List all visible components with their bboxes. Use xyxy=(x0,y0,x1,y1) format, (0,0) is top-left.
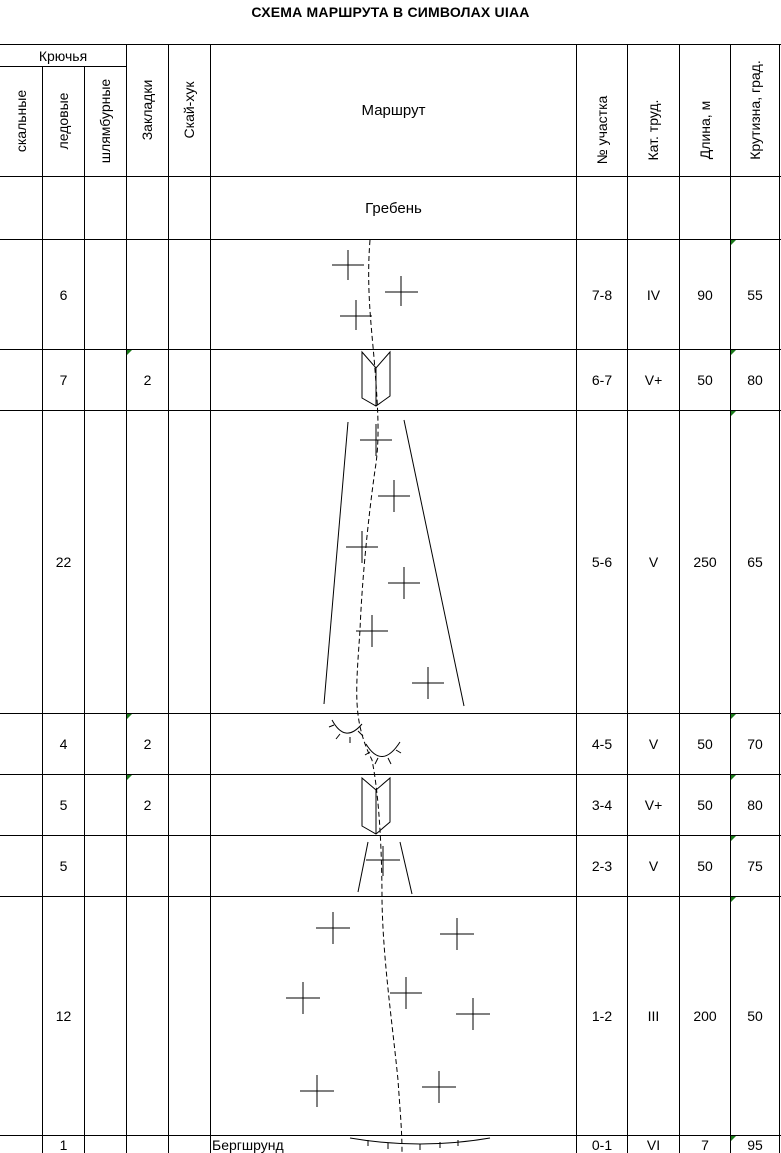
row-category: IV xyxy=(646,286,661,303)
row-length: 50 xyxy=(697,372,713,388)
header-rock-hooks: скальные xyxy=(13,89,29,153)
row-ice-hooks: 1 xyxy=(59,1136,68,1153)
row-steepness: 65 xyxy=(747,554,763,570)
row-category: V xyxy=(648,554,659,570)
row-category: V+ xyxy=(644,372,663,388)
row-section: 6-7 xyxy=(591,372,613,388)
row-category: III xyxy=(647,1008,660,1024)
row-steepness: 50 xyxy=(747,1008,763,1024)
header-ice-hooks: ледовые xyxy=(55,92,71,150)
row-steepness: 75 xyxy=(747,858,763,874)
row-steepness: 80 xyxy=(747,372,763,388)
row-category: V xyxy=(648,858,659,874)
route-diagram xyxy=(286,240,490,1152)
row-length: 7 xyxy=(701,1136,709,1153)
row-chocks: 2 xyxy=(143,797,152,813)
header-route: Маршрут xyxy=(361,102,426,119)
row-length: 50 xyxy=(697,797,713,813)
row-length: 250 xyxy=(693,554,717,570)
row-section: 3-4 xyxy=(591,797,613,813)
row-length: 50 xyxy=(697,858,713,874)
row-steepness: 70 xyxy=(747,736,763,752)
row-section: 7-8 xyxy=(591,286,613,303)
row-steepness: 95 xyxy=(747,1136,763,1153)
bergschrund-label: Бергшрунд xyxy=(212,1136,284,1153)
row-steepness: 55 xyxy=(747,286,763,303)
header-hooks-group: Крючья xyxy=(38,47,88,64)
row-ice-hooks: 5 xyxy=(59,797,68,813)
header-steepness: Крутизна, град. xyxy=(747,60,763,160)
header-skyhook: Скай-хук xyxy=(181,81,197,139)
row-ice-hooks: 6 xyxy=(59,286,68,303)
row-length: 90 xyxy=(697,286,713,303)
row-ice-hooks: 4 xyxy=(59,736,68,752)
ridge-label: Гребень xyxy=(365,199,422,217)
header-bolt-hooks: шлямбурные xyxy=(97,78,113,164)
row-section: 4-5 xyxy=(591,736,613,752)
row-length: 200 xyxy=(693,1008,717,1024)
row-category: V+ xyxy=(644,797,663,813)
row-section: 0-1 xyxy=(591,1136,613,1153)
row-ice-hooks: 5 xyxy=(59,858,68,874)
row-section: 5-6 xyxy=(591,554,613,570)
row-ice-hooks: 12 xyxy=(55,1008,72,1024)
row-category: VI xyxy=(646,1136,661,1153)
row-length: 50 xyxy=(697,736,713,752)
row-ice-hooks: 22 xyxy=(55,554,72,570)
row-category: V xyxy=(648,736,659,752)
page-title: СХЕМА МАРШРУТА В СИМВОЛАХ UIAA xyxy=(251,4,530,20)
header-section-number: № участка xyxy=(594,95,610,165)
row-section: 1-2 xyxy=(591,1008,613,1024)
row-chocks: 2 xyxy=(143,736,152,752)
header-category: Кат. труд. xyxy=(645,99,661,161)
row-steepness: 80 xyxy=(747,797,763,813)
row-ice-hooks: 7 xyxy=(59,372,68,388)
header-length: Длина, м xyxy=(697,100,713,160)
row-section: 2-3 xyxy=(591,858,613,874)
header-chocks: Закладки xyxy=(139,79,155,141)
row-chocks: 2 xyxy=(143,372,152,388)
